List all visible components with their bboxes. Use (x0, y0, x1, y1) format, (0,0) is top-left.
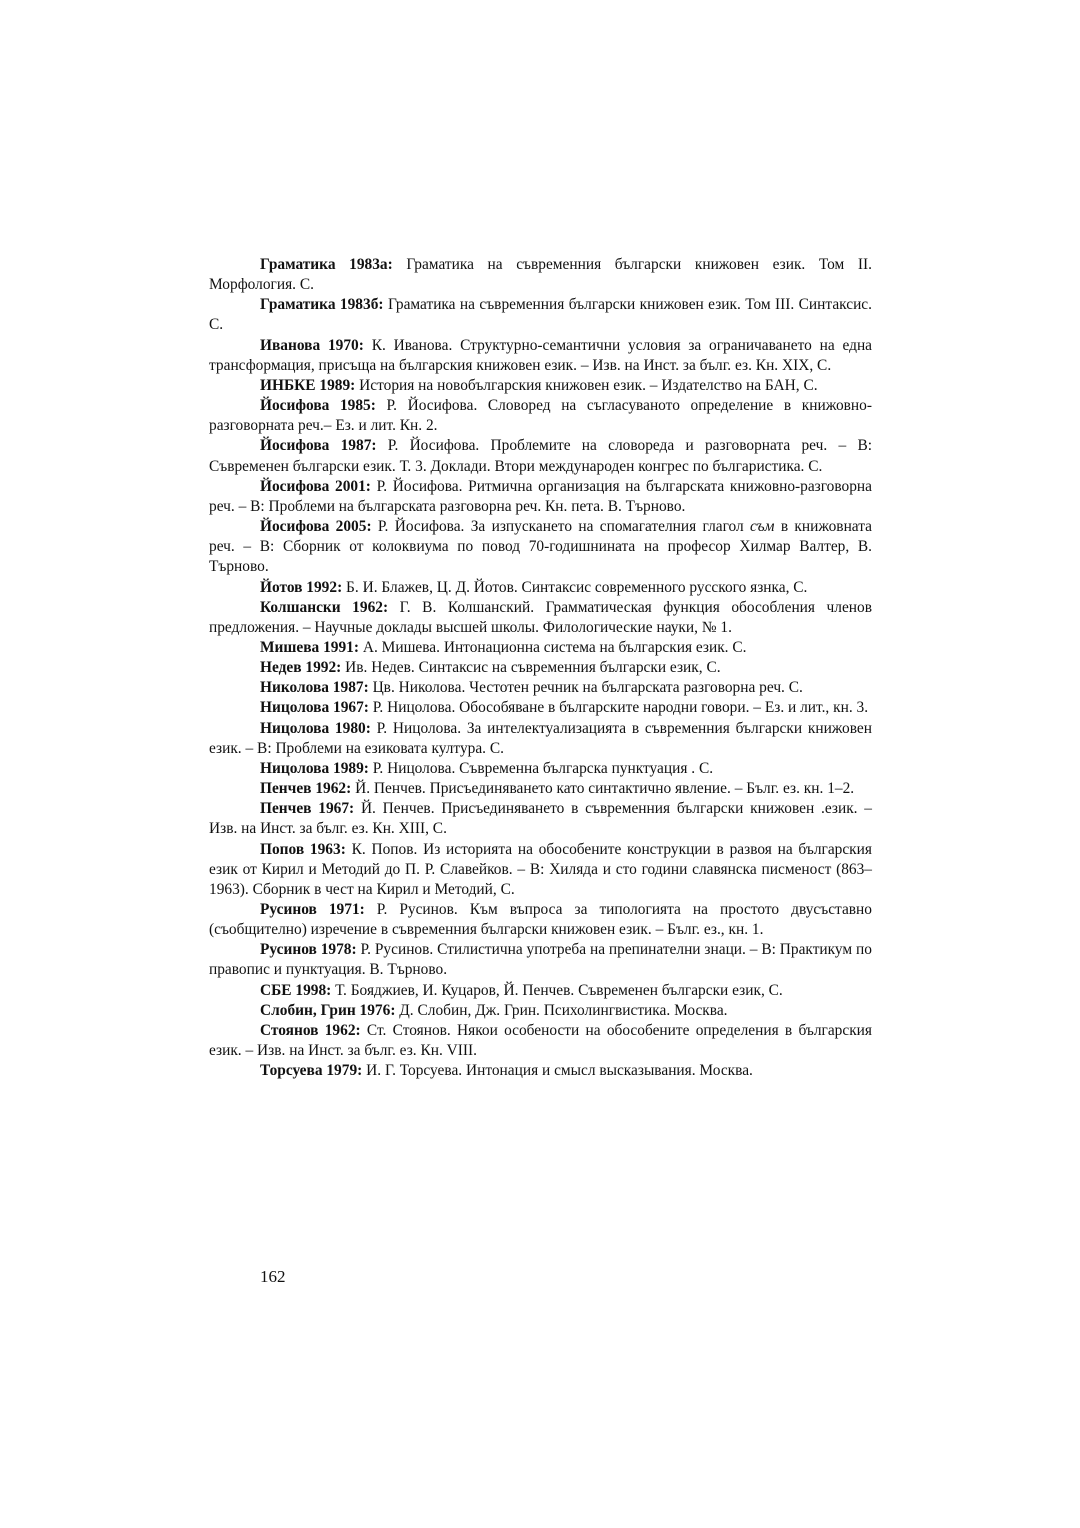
reference-key: СБЕ 1998: (260, 981, 332, 999)
reference-key: Иванова 1970: (260, 336, 364, 354)
reference-text: Ив. Недев. Синтаксис на съвременния български език, С. (341, 659, 721, 677)
reference-entry (209, 719, 872, 759)
reference-italic-term: съм (750, 518, 775, 536)
reference-text: Р. Ницолова. Обособяване в българските народни говори. – Ез. и лит., кн. 3. (368, 699, 869, 717)
reference-key: Колшански 1962: (260, 598, 389, 616)
reference-key: Русинов 1978: (260, 941, 357, 959)
reference-entry (209, 981, 872, 1001)
reference-entry (209, 598, 872, 638)
reference-text: Т. Бояджиев, И. Куцаров, Й. Пенчев. Съвременен български език, С. (331, 981, 783, 999)
reference-key: Попов 1963: (260, 840, 346, 858)
reference-entry (209, 779, 872, 799)
reference-key: Йосифова 2001: (260, 477, 371, 495)
reference-text: Б. И. Блажев, Ц. Д. Йотов. Синтаксис современного русского язнка, С. (342, 578, 808, 596)
reference-key: Пенчев 1962: (260, 780, 352, 798)
reference-key: Йотов 1992: (260, 578, 343, 596)
reference-entry (209, 759, 872, 779)
reference-entry (209, 678, 872, 698)
reference-key: Николова 1987: (260, 679, 369, 697)
reference-text: Й. Пенчев. Присъединяването като синтактично явление. – Бълг. ез. кн. 1–2. (351, 780, 855, 798)
reference-key: Мишева 1991: (260, 638, 359, 656)
reference-text: Граматика на съвременния български книжовен език. Том III. Синтаксис. С. (209, 296, 872, 334)
reference-text: Р. Йосифова. Ритмична организация на българската книжовно-разговорна реч. – В: Проблеми на българската разговорна реч. Кн. пета. В. Търново. (209, 477, 872, 515)
reference-text: Граматика на съвременния български книжовен език. Том II. Морфология. С. (209, 256, 872, 294)
reference-key: ИНБКЕ 1989: (260, 376, 356, 394)
reference-text: Ст. Стоянов. Някои особености на обособените определения в българския език. – Изв. на Инст. за бълг. ез. Кн. VIII. (209, 1021, 872, 1060)
reference-key: Граматика 1983а: (260, 256, 393, 273)
reference-key: Стоянов 1962: (260, 1021, 361, 1039)
reference-entry (209, 396, 872, 436)
reference-text: Р. Йосифова. За изпускането на спомагателния глагол (371, 518, 751, 536)
reference-entry (209, 376, 872, 396)
reference-text: Й. Пенчев. Присъединяването в съвременния български книжовен .език. – Изв. на Инст. за бълг. ез. Кн. XIII, С. (209, 800, 872, 838)
reference-text: Цв. Николова. Честотен речник на българската разговорна реч. С. (368, 679, 803, 697)
reference-key: Ницолова 1980: (260, 719, 371, 737)
reference-entry (209, 477, 872, 517)
reference-entry (209, 1061, 872, 1081)
reference-text: Р. Ницолова. За интелектуализацията в съвременния български книжовен език. – В: Проблеми на езиковата култура. С. (209, 719, 872, 757)
reference-key: Пенчев 1967: (260, 800, 355, 818)
reference-entry (209, 900, 872, 940)
reference-text: Д. Слобин, Дж. Грин. Психолингвистика. Москва. (395, 1001, 728, 1019)
reference-text: Р. Русинов. Към въпроса за типологията на простото двусъставно (съобщително) изречение в съвременния български книжовен език. – Бълг. ез., кн. 1. (209, 901, 872, 939)
reference-text: Р. Йосифова. Проблемите на словореда и разговорната реч. – В: Съвременен български език. Т. 3. Доклади. Втори международен конгрес по българистика. С. (209, 437, 872, 475)
reference-key: Йосифова 1985: (260, 397, 376, 415)
reference-key: Слобин, Грин 1976: (260, 1001, 396, 1019)
reference-text: Р. Йосифова. Словоред на съгласуваното определение в книжовно-разговорната реч.– Ез. и лит. Кн. 2. (209, 397, 872, 435)
reference-entry (209, 255, 872, 295)
reference-text: К. Иванова. Структурно-семантични условия за ограничаването на една трансформация, присъща на българския книжовен език. – Изв. на Инст. за бълг. ез. Кн. XIX, С. (209, 336, 873, 374)
reference-entry (209, 698, 872, 718)
reference-entry (209, 638, 872, 658)
reference-key: Ницолова 1989: (260, 759, 369, 777)
reference-text: История на новобългарския книжовен език. – Издателство на БАН, С. (355, 376, 818, 394)
reference-entry (209, 799, 872, 839)
reference-text: И. Г. Торсуева. Интонация и смысл высказывания. Москва. (362, 1062, 753, 1080)
reference-text: Р. Русинов. Стилистична употреба на препинателни знаци. – В: Практикум по правопис и пунктуация. В. Търново. (209, 941, 872, 979)
page-number: 162 (260, 1267, 286, 1286)
reference-entry (209, 1021, 872, 1061)
reference-entry (209, 578, 872, 598)
reference-key: Йосифова 2005: (260, 518, 372, 536)
reference-key: Русинов 1971: (260, 901, 365, 918)
reference-key: Граматика 1983б: (260, 296, 384, 314)
reference-entry (209, 840, 872, 900)
reference-entry (209, 295, 872, 335)
reference-key: Ницолова 1967: (260, 699, 369, 717)
reference-text-continued: в книжовната реч. – В: Сборник от колоквиума по повод 70-годишнината на професор Хилмар Валтер, В. Търново. (209, 518, 872, 576)
reference-key: Недев 1992: (260, 659, 342, 677)
bibliography-list (209, 255, 872, 1081)
reference-text: К. Попов. Из историята на обособените конструкции в развоя на българския език от Кирил и Методий до П. Р. Славейков. – В: Хиляда и сто години славянска писменост (863–1963). Сборник в чест на Кирил и Методий, С. (209, 840, 872, 898)
reference-entry (209, 940, 872, 980)
reference-entry (209, 658, 872, 678)
reference-entry (209, 517, 872, 577)
reference-key: Торсуева 1979: (260, 1062, 363, 1080)
reference-entry (209, 436, 872, 476)
reference-key: Йосифова 1987: (260, 437, 377, 455)
reference-text: Р. Ницолова. Съвременна българска пунктуация . С. (368, 759, 714, 777)
reference-text: Г. В. Колшанский. Грамматическая функция обособления членов предложения. – Научные доклады высшей школы. Филологические науки, № 1. (209, 598, 872, 636)
reference-entry (209, 1001, 872, 1021)
reference-text: А. Мишева. Интонационна система на българския език. С. (358, 638, 747, 656)
reference-entry (209, 336, 872, 376)
